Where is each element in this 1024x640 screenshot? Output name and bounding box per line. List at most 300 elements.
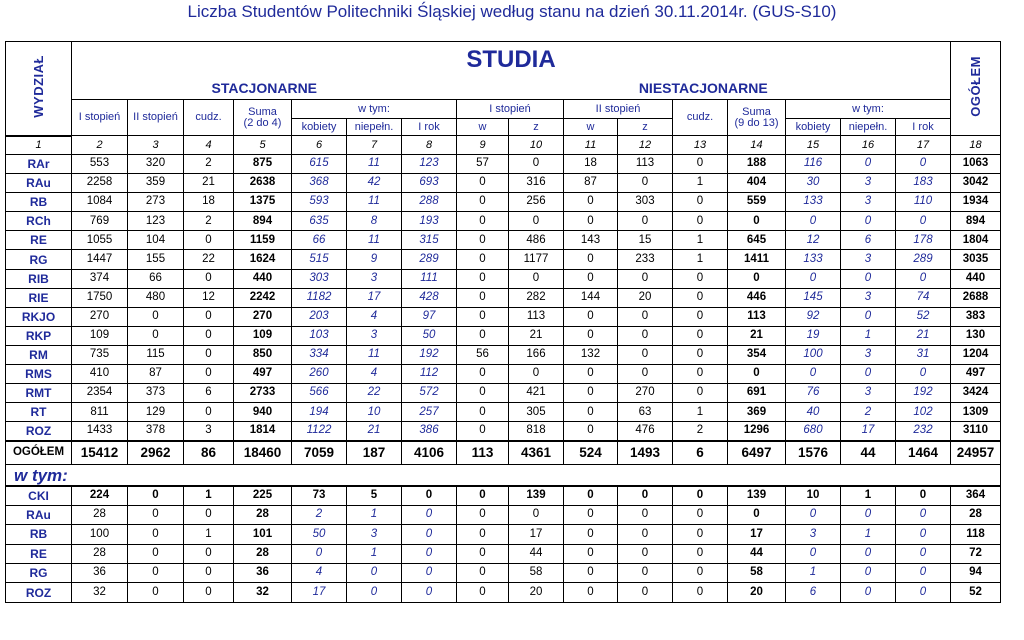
table-row [6, 403, 1001, 422]
table-cell: 2688 [951, 288, 1001, 307]
table-cell: 0 [184, 231, 234, 250]
table-cell: 112 [402, 365, 457, 384]
table-cell: 0 [509, 269, 564, 288]
table-cell: 320 [128, 155, 184, 174]
table-cell: 0 [402, 486, 457, 505]
table-cell: 0 [564, 403, 618, 422]
table-cell: 0 [564, 326, 618, 345]
table-cell: 1309 [951, 403, 1001, 422]
table-cell: 10 [786, 486, 841, 505]
table-cell: 1 [841, 525, 896, 544]
table-cell: 22 [347, 384, 402, 403]
nst-i-rok-header: I rok [896, 119, 951, 136]
table-cell: 17 [509, 525, 564, 544]
table-cell: 11 [347, 231, 402, 250]
table-cell: 0 [896, 505, 951, 524]
table-cell: 111 [402, 269, 457, 288]
ogolem-header: OGÓŁEM [951, 42, 1001, 136]
table-cell: 50 [292, 525, 347, 544]
total-cell: 4361 [509, 441, 564, 465]
wydzial-header: WYDZIAŁ [6, 42, 72, 136]
column-number-row [6, 136, 1001, 155]
table-cell: 288 [402, 193, 457, 212]
table-row [6, 212, 1001, 231]
table-cell: 0 [128, 583, 184, 602]
table-cell: 256 [509, 193, 564, 212]
table-cell: 486 [509, 231, 564, 250]
column-number: 14 [728, 136, 786, 155]
column-number: 1 [6, 136, 72, 155]
table-cell: 4 [292, 563, 347, 582]
table-cell: 1 [786, 563, 841, 582]
table-cell: 0 [673, 212, 728, 231]
column-number: 13 [673, 136, 728, 155]
table-cell: 0 [402, 505, 457, 524]
table-cell: 2733 [234, 384, 292, 403]
total-row [6, 441, 1001, 465]
table-cell: 3424 [951, 384, 1001, 403]
total-label: OGÓŁEM [6, 441, 72, 465]
table-cell: 0 [786, 365, 841, 384]
table-cell: 143 [564, 231, 618, 250]
table-cell: 50 [402, 326, 457, 345]
table-cell: 894 [234, 212, 292, 231]
table-cell: 1 [673, 250, 728, 269]
table-cell: 0 [786, 505, 841, 524]
table-cell: 0 [292, 544, 347, 563]
table-cell: 4 [347, 307, 402, 326]
nst-ii-z-header: z [618, 119, 673, 136]
stac-niepeln-header: niepełn. [347, 119, 402, 136]
table-cell: 0 [728, 269, 786, 288]
table-cell: 1 [673, 174, 728, 193]
table-cell: 0 [564, 250, 618, 269]
total-cell: 1464 [896, 441, 951, 465]
table-cell: 21 [184, 174, 234, 193]
table-cell: 0 [841, 583, 896, 602]
table-cell: 58 [509, 563, 564, 582]
stac-i-stopien-header: I stopień [72, 100, 128, 136]
table-row [6, 231, 1001, 250]
table-cell: 31 [896, 345, 951, 364]
table-cell: 0 [128, 307, 184, 326]
table-cell: 11 [347, 193, 402, 212]
table-cell: 57 [457, 155, 509, 174]
table-cell: 3042 [951, 174, 1001, 193]
table-cell: 132 [564, 345, 618, 364]
table-cell: 386 [402, 422, 457, 441]
table-cell: 104 [128, 231, 184, 250]
table-row [6, 174, 1001, 193]
table-cell: 0 [184, 326, 234, 345]
column-number: 17 [896, 136, 951, 155]
table-cell: 2 [673, 422, 728, 441]
table-cell: 102 [896, 403, 951, 422]
table-cell: 1 [184, 486, 234, 505]
faculty-name: RE [6, 231, 72, 250]
table-cell: 139 [509, 486, 564, 505]
total-cell: 6497 [728, 441, 786, 465]
table-cell: 73 [292, 486, 347, 505]
table-cell: 364 [951, 486, 1001, 505]
table-cell: 0 [457, 525, 509, 544]
table-cell: 0 [402, 583, 457, 602]
table-cell: 0 [896, 269, 951, 288]
table-cell: 15 [618, 231, 673, 250]
column-number: 6 [292, 136, 347, 155]
table-cell: 1204 [951, 345, 1001, 364]
table-cell: 1084 [72, 193, 128, 212]
table-cell: 0 [457, 174, 509, 193]
table-cell: 66 [128, 269, 184, 288]
column-number: 5 [234, 136, 292, 155]
table-cell: 359 [128, 174, 184, 193]
column-number: 12 [618, 136, 673, 155]
faculty-name: RG [6, 563, 72, 582]
table-cell: 0 [841, 544, 896, 563]
table-cell: 3 [841, 384, 896, 403]
table-cell: 0 [564, 544, 618, 563]
w-tym-label: w tym: [6, 465, 1001, 486]
table-cell: 334 [292, 345, 347, 364]
table-cell: 0 [128, 525, 184, 544]
table-cell: 0 [128, 326, 184, 345]
table-row [6, 384, 1001, 403]
table-cell: 0 [618, 583, 673, 602]
table-cell: 21 [347, 422, 402, 441]
table-cell: 0 [618, 326, 673, 345]
table-cell: 693 [402, 174, 457, 193]
table-cell: 1624 [234, 250, 292, 269]
faculty-name: RM [6, 345, 72, 364]
total-cell: 44 [841, 441, 896, 465]
table-cell: 56 [457, 345, 509, 364]
stac-i-rok-header: I rok [402, 119, 457, 136]
table-cell: 0 [347, 583, 402, 602]
table-cell: 192 [896, 384, 951, 403]
table-cell: 21 [728, 326, 786, 345]
total-cell: 4106 [402, 441, 457, 465]
table-cell: 0 [402, 563, 457, 582]
faculty-name: RCh [6, 212, 72, 231]
page-title: Liczba Studentów Politechniki Śląskiej według stanu na dzień 30.11.2014r. (GUS-S10) [187, 2, 837, 21]
table-cell: 354 [728, 345, 786, 364]
table-cell: 232 [896, 422, 951, 441]
table-cell: 1804 [951, 231, 1001, 250]
faculty-name: RG [6, 250, 72, 269]
table-cell: 515 [292, 250, 347, 269]
table-cell: 0 [618, 525, 673, 544]
table-cell: 480 [128, 288, 184, 307]
table-cell: 133 [786, 193, 841, 212]
table-cell: 233 [618, 250, 673, 269]
students-table [5, 41, 1001, 603]
faculty-name: RE [6, 544, 72, 563]
table-cell: 410 [72, 365, 128, 384]
stacjonarne-header: STACJONARNE [72, 78, 457, 100]
table-cell: 0 [618, 365, 673, 384]
table-cell: 440 [234, 269, 292, 288]
table-row [6, 288, 1001, 307]
table-cell: 273 [128, 193, 184, 212]
table-cell: 0 [509, 155, 564, 174]
table-cell: 0 [457, 365, 509, 384]
table-cell: 0 [618, 345, 673, 364]
table-cell: 0 [564, 307, 618, 326]
nst-i-stopien-header: I stopień [457, 100, 564, 119]
table-cell: 0 [673, 525, 728, 544]
table-cell: 144 [564, 288, 618, 307]
table-cell: 44 [509, 544, 564, 563]
table-cell: 0 [896, 583, 951, 602]
table-cell: 3 [184, 422, 234, 441]
stac-ii-stopien-header: II stopień [128, 100, 184, 136]
table-cell: 0 [673, 583, 728, 602]
table-row [6, 193, 1001, 212]
table-cell: 0 [509, 365, 564, 384]
table-cell: 0 [896, 525, 951, 544]
table-cell: 0 [184, 505, 234, 524]
table-cell: 133 [786, 250, 841, 269]
table-cell: 593 [292, 193, 347, 212]
table-cell: 42 [347, 174, 402, 193]
faculty-name: RIE [6, 288, 72, 307]
table-cell: 1447 [72, 250, 128, 269]
table-cell: 6 [786, 583, 841, 602]
table-cell: 3 [841, 288, 896, 307]
table-cell: 97 [402, 307, 457, 326]
table-cell: 110 [896, 193, 951, 212]
table-cell: 155 [128, 250, 184, 269]
table-cell: 12 [184, 288, 234, 307]
table-cell: 22 [184, 250, 234, 269]
table-cell: 139 [728, 486, 786, 505]
table-cell: 373 [128, 384, 184, 403]
table-cell: 818 [509, 422, 564, 441]
table-cell: 875 [234, 155, 292, 174]
table-cell: 0 [673, 563, 728, 582]
table-cell: 87 [564, 174, 618, 193]
table-cell: 0 [128, 563, 184, 582]
table-cell: 0 [457, 544, 509, 563]
table-cell: 52 [951, 583, 1001, 602]
table-cell: 1 [347, 544, 402, 563]
table-cell: 193 [402, 212, 457, 231]
faculty-name: RB [6, 193, 72, 212]
table-cell: 0 [457, 384, 509, 403]
table-cell: 0 [184, 307, 234, 326]
table-cell: 3 [841, 193, 896, 212]
total-cell: 15412 [72, 441, 128, 465]
sub-table-row [6, 486, 1001, 505]
faculty-name: RMS [6, 365, 72, 384]
table-cell: 811 [72, 403, 128, 422]
table-cell: 0 [457, 486, 509, 505]
faculty-name: RAr [6, 155, 72, 174]
table-cell: 0 [896, 486, 951, 505]
table-cell: 0 [457, 403, 509, 422]
table-cell: 0 [347, 563, 402, 582]
table-cell: 303 [618, 193, 673, 212]
column-number: 18 [951, 136, 1001, 155]
table-cell: 36 [72, 563, 128, 582]
table-cell: 894 [951, 212, 1001, 231]
table-cell: 0 [564, 365, 618, 384]
table-cell: 0 [184, 345, 234, 364]
table-cell: 115 [128, 345, 184, 364]
table-cell: 378 [128, 422, 184, 441]
table-cell: 0 [841, 365, 896, 384]
table-cell: 289 [896, 250, 951, 269]
table-cell: 0 [841, 307, 896, 326]
table-cell: 0 [673, 365, 728, 384]
faculty-name: RT [6, 403, 72, 422]
table-cell: 0 [896, 563, 951, 582]
table-cell: 17 [292, 583, 347, 602]
table-cell: 101 [234, 525, 292, 544]
table-cell: 270 [234, 307, 292, 326]
column-number: 3 [128, 136, 184, 155]
table-cell: 0 [457, 250, 509, 269]
sub-table-row [6, 525, 1001, 544]
table-cell: 3110 [951, 422, 1001, 441]
total-cell: 113 [457, 441, 509, 465]
table-cell: 52 [896, 307, 951, 326]
table-cell: 0 [128, 486, 184, 505]
sub-table-row [6, 505, 1001, 524]
table-cell: 0 [673, 345, 728, 364]
table-cell: 0 [786, 544, 841, 563]
table-cell: 1 [184, 525, 234, 544]
table-cell: 0 [896, 155, 951, 174]
table-cell: 123 [128, 212, 184, 231]
table-cell: 0 [673, 486, 728, 505]
table-cell: 1063 [951, 155, 1001, 174]
table-cell: 72 [951, 544, 1001, 563]
table-cell: 74 [896, 288, 951, 307]
table-cell: 0 [457, 231, 509, 250]
table-cell: 0 [673, 155, 728, 174]
table-cell: 0 [673, 326, 728, 345]
table-cell: 8 [347, 212, 402, 231]
nst-niepeln-header: niepełn. [841, 119, 896, 136]
table-cell: 2258 [72, 174, 128, 193]
table-cell: 0 [509, 212, 564, 231]
table-cell: 1055 [72, 231, 128, 250]
column-number: 15 [786, 136, 841, 155]
table-cell: 3035 [951, 250, 1001, 269]
table-cell: 260 [292, 365, 347, 384]
table-cell: 0 [618, 544, 673, 563]
table-cell: 1934 [951, 193, 1001, 212]
table-cell: 1 [673, 231, 728, 250]
nst-kobiety-header: kobiety [786, 119, 841, 136]
table-cell: 21 [896, 326, 951, 345]
column-number: 10 [509, 136, 564, 155]
table-cell: 145 [786, 288, 841, 307]
column-number: 4 [184, 136, 234, 155]
table-cell: 735 [72, 345, 128, 364]
table-cell: 4 [347, 365, 402, 384]
table-cell: 572 [402, 384, 457, 403]
table-cell: 11 [347, 155, 402, 174]
table-cell: 0 [184, 269, 234, 288]
table-cell: 87 [128, 365, 184, 384]
table-cell: 3 [786, 525, 841, 544]
total-cell: 18460 [234, 441, 292, 465]
table-cell: 0 [457, 326, 509, 345]
table-cell: 1122 [292, 422, 347, 441]
table-cell: 192 [402, 345, 457, 364]
table-cell: 1 [673, 403, 728, 422]
table-row [6, 422, 1001, 441]
table-cell: 100 [786, 345, 841, 364]
table-cell: 0 [457, 307, 509, 326]
table-cell: 28 [72, 544, 128, 563]
faculty-name: RMT [6, 384, 72, 403]
table-cell: 1159 [234, 231, 292, 250]
table-cell: 680 [786, 422, 841, 441]
table-cell: 0 [673, 193, 728, 212]
table-cell: 1814 [234, 422, 292, 441]
table-cell: 0 [457, 212, 509, 231]
table-cell: 0 [184, 563, 234, 582]
table-cell: 0 [128, 544, 184, 563]
table-cell: 17 [347, 288, 402, 307]
sub-table-row [6, 583, 1001, 602]
table-cell: 0 [564, 583, 618, 602]
table-cell: 94 [951, 563, 1001, 582]
table-cell: 0 [402, 525, 457, 544]
table-cell: 118 [951, 525, 1001, 544]
table-cell: 3 [347, 326, 402, 345]
table-cell: 1 [347, 505, 402, 524]
table-cell: 270 [618, 384, 673, 403]
table-cell: 0 [618, 269, 673, 288]
table-cell: 32 [234, 583, 292, 602]
table-cell: 0 [841, 563, 896, 582]
table-cell: 92 [786, 307, 841, 326]
table-cell: 58 [728, 563, 786, 582]
table-cell: 0 [564, 563, 618, 582]
column-number: 16 [841, 136, 896, 155]
table-cell: 0 [457, 583, 509, 602]
table-cell: 3 [841, 345, 896, 364]
table-cell: 44 [728, 544, 786, 563]
table-cell: 369 [728, 403, 786, 422]
table-cell: 11 [347, 345, 402, 364]
table-cell: 28 [951, 505, 1001, 524]
table-cell: 40 [786, 403, 841, 422]
table-cell: 497 [234, 365, 292, 384]
table-cell: 0 [673, 544, 728, 563]
table-cell: 1182 [292, 288, 347, 307]
table-row [6, 269, 1001, 288]
table-cell: 166 [509, 345, 564, 364]
table-cell: 315 [402, 231, 457, 250]
table-cell: 645 [728, 231, 786, 250]
table-cell: 0 [896, 544, 951, 563]
niestacjonarne-header: NIESTACJONARNE [457, 78, 951, 100]
table-cell: 0 [618, 212, 673, 231]
faculty-name: RAu [6, 505, 72, 524]
table-cell: 0 [564, 422, 618, 441]
table-cell: 203 [292, 307, 347, 326]
table-cell: 316 [509, 174, 564, 193]
total-cell: 7059 [292, 441, 347, 465]
table-cell: 76 [786, 384, 841, 403]
table-cell: 1 [841, 326, 896, 345]
